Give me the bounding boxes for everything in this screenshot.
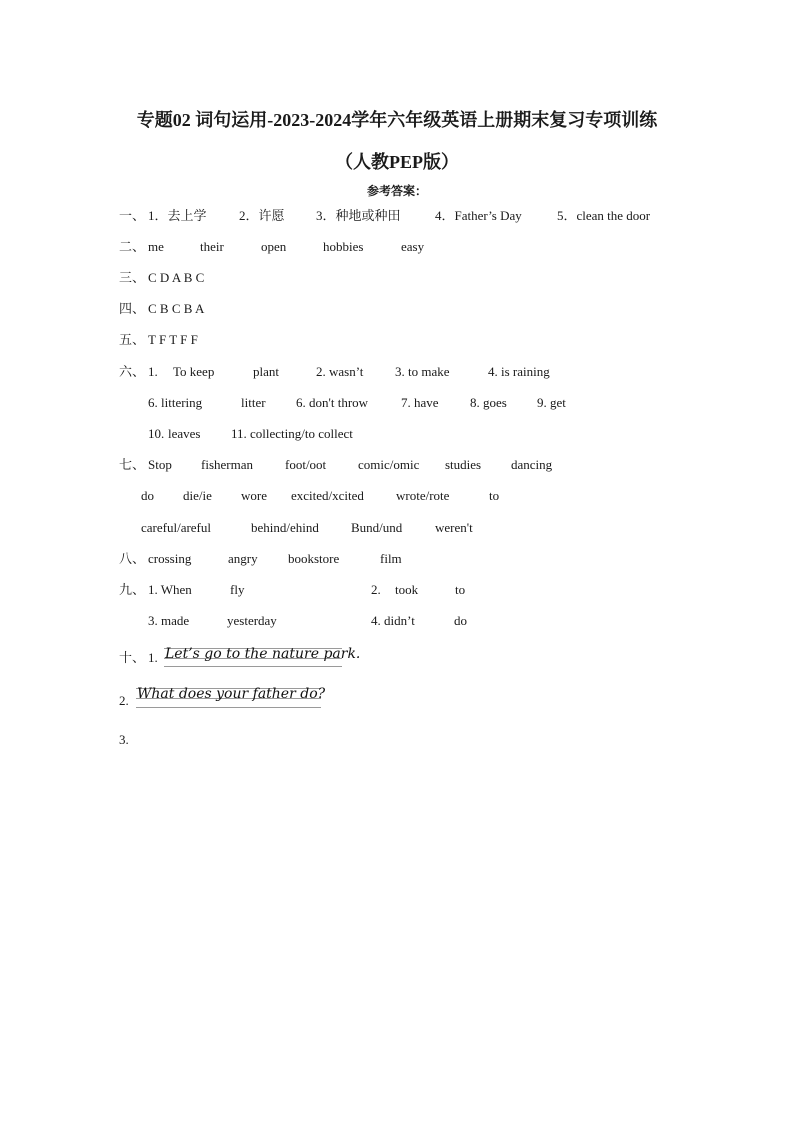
section-label: 十、	[119, 650, 146, 665]
answer-item: crossing	[148, 551, 192, 566]
answer-item: 5．clean the door	[557, 208, 651, 223]
section-label: 五、	[119, 332, 146, 347]
answer-item: leaves	[168, 426, 201, 441]
answer-item: 1.	[148, 364, 158, 379]
answer-item: behind/ehind	[251, 520, 319, 535]
answer-item: foot/oot	[285, 457, 327, 472]
answer-item: 8. goes	[470, 395, 507, 410]
section-8	[119, 550, 439, 568]
answer-item: do	[454, 613, 467, 628]
answer-item: to	[455, 582, 466, 597]
answer-item: to	[489, 488, 500, 503]
section-1	[119, 207, 679, 225]
answer-item: To keep	[173, 364, 215, 379]
section-label: 六、	[119, 364, 146, 379]
answer-item: 6. don't throw	[296, 395, 369, 410]
document-title: 专题02 词句运用-2023-2024学年六年级英语上册期末复习专项训练	[136, 110, 658, 130]
section-6-row-2	[148, 394, 608, 412]
item-number: 1.	[148, 650, 158, 665]
answer-item: 1. When	[148, 582, 192, 597]
answer-item: comic/omic	[358, 457, 420, 472]
section-6-row-3	[148, 425, 448, 443]
answer-item: their	[200, 239, 224, 254]
section-9-row-1	[119, 581, 499, 599]
section-label: 九、	[119, 582, 146, 597]
answer-item: 2. wasn’t	[316, 364, 364, 379]
answer-item: 4．Father’s Day	[435, 208, 522, 223]
answer-item: 1．去上学	[148, 208, 207, 223]
item-number: 3.	[119, 732, 129, 747]
answer-item: 2.	[371, 582, 381, 597]
section-3	[119, 269, 319, 287]
writing-guide-line	[136, 707, 321, 708]
section-label: 八、	[119, 551, 146, 566]
answer-item: hobbies	[323, 239, 364, 254]
answer-item: Bund/und	[351, 520, 403, 535]
answer-item: Stop	[148, 457, 172, 472]
section-2	[119, 238, 519, 256]
answer-item: 9. get	[537, 395, 566, 410]
answer-key-heading: 参考答案：	[366, 184, 427, 198]
answer-item: 10.	[148, 426, 165, 441]
answer-item: die/ie	[183, 488, 212, 503]
answer-item: excited/xcited	[291, 488, 364, 503]
section-label: 二、	[119, 239, 146, 254]
item-number: 2.	[119, 693, 129, 708]
handwritten-sentence-1: Let’s go to the nature park.	[165, 646, 361, 662]
answer-item: fly	[230, 582, 245, 597]
section-label: 三、	[119, 270, 146, 285]
answer-item: 4. is raining	[488, 364, 550, 379]
section-5	[119, 331, 319, 349]
answer-item: 11. collecting/to collect	[231, 426, 353, 441]
answer-item: dancing	[511, 457, 553, 472]
section-label: 七、	[119, 457, 146, 472]
section-label: 四、	[119, 301, 146, 316]
handwritten-sentence-2: What does your father do?	[137, 686, 326, 702]
section-4	[119, 300, 319, 318]
writing-guide-line	[164, 666, 342, 667]
answer-item: me	[148, 239, 164, 254]
document-title-edition: （人教PEP版）	[335, 152, 459, 172]
answer-item: littering	[161, 395, 203, 410]
answer-item: fisherman	[201, 457, 253, 472]
answer-item: bookstore	[288, 551, 340, 566]
answer-item: 3. to make	[395, 364, 450, 379]
section-6-row-1	[119, 363, 599, 381]
answer-item: yesterday	[227, 613, 277, 628]
section-7-row-1	[119, 456, 579, 474]
section-label: 一、	[119, 208, 146, 223]
answer-text: C B C B A	[148, 301, 205, 316]
answer-item: do	[141, 488, 154, 503]
section-7-row-2	[141, 487, 521, 505]
answer-item: 7. have	[401, 395, 439, 410]
answer-item: weren't	[435, 520, 473, 535]
answer-item: 2．许愿	[239, 208, 285, 223]
answer-item: wrote/rote	[396, 488, 450, 503]
section-9-row-2	[148, 612, 488, 630]
section-7-row-3	[141, 519, 501, 537]
section-10-row-3	[119, 731, 159, 749]
answer-text: C D A B C	[148, 270, 205, 285]
answer-item: plant	[253, 364, 279, 379]
answer-item: took	[395, 582, 419, 597]
answer-item: easy	[401, 239, 425, 254]
answer-text: T F T F F	[148, 332, 198, 347]
answer-item: 3. made	[148, 613, 190, 628]
answer-item: careful/areful	[141, 520, 212, 535]
answer-item: studies	[445, 457, 482, 472]
answer-item: wore	[241, 488, 267, 503]
answer-item: litter	[241, 395, 266, 410]
answer-item: angry	[228, 551, 258, 566]
answer-item: film	[380, 551, 402, 566]
answer-item: 4. didn’t	[371, 613, 415, 628]
answer-item: 3．种地或种田	[316, 208, 401, 223]
answer-item: 6.	[148, 395, 158, 410]
answer-item: open	[261, 239, 287, 254]
